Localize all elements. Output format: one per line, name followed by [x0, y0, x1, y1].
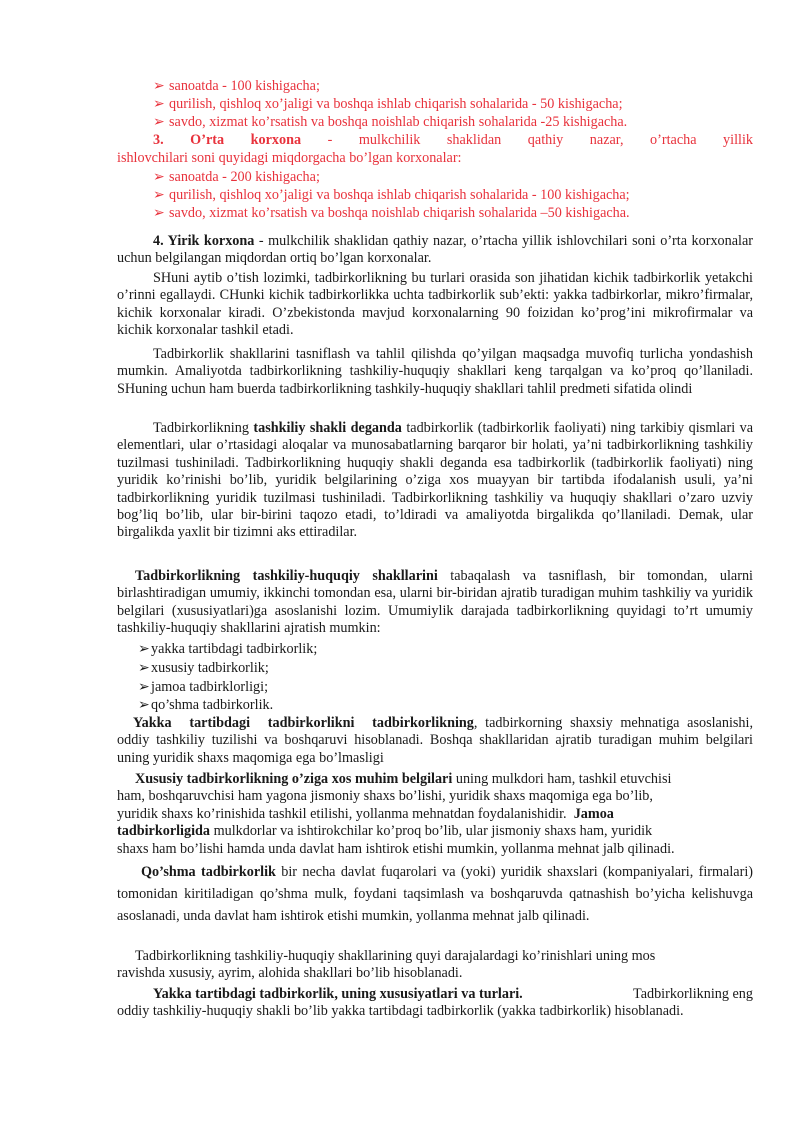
bullet-medium-3: ➢ savdo, xizmat ko’rsatish va boshqa noishlab chiqarish sohalarida –50 kishigacha. — [153, 205, 630, 221]
arrow-bullet-icon: ➢ — [153, 114, 165, 130]
forms-list-item-2: ➢xususiy tadbirkorlik; — [138, 660, 269, 676]
para-small-business: SHuni aytib o’tish lozimki, tadbirkorlikning bu turlari orasida son jihatidan kichik tadbirkorlik yetakchi o’rinni egallaydi. CHunki kichik tadbirkorlikka uchta tadbirkorlik sub’ekti: yakka tadbirkorlar, mikro’firmalar, kichik korxonalar kiradi. O’zbekistonda mavjud korxonalarning 90 foizidan ko’prog’ini mikrofirmalar va kichik korxonalar tashkil etadi. — [117, 270, 753, 339]
forms-list-item-3: ➢jamoa tadbirklorligi; — [138, 679, 269, 695]
arrow-bullet-icon: ➢ — [138, 641, 150, 657]
bullet-medium-2: ➢ qurilish, qishloq xo’jaligi va boshqa ishlab chiqarish sohalarida - 100 kishigacha; — [153, 187, 630, 203]
para-approach: Tadbirkorlik shakllarini tasniflash va tahlil qilishda qo’yilgan maqsadga muvofiq turlicha yondashish mumkin. Amaliyotda tadbirkorlikning tashkiliy-huquqiy shakllari keng tarqalgan va ko’proq qo’llaniladi. SHuning uchun ham buerda tadbirkorlikning tashkily-huquqiy shakllari tahlil predmeti sifatida olindi — [117, 346, 753, 397]
para-legal-forms: Tadbirkorlikning tashkiliy-huquqiy shakllarini tabaqalash va tasniflash, bir tomondan, ularni birlashtiradigan umumiy, ikkinchi tomondan esa, ularni bir-biridan ajratib turadigan muhim tashkiliy va yuridik belgilari (xususiyatlari)ga asoslanishi lozim. Umumiylik darajada tadbirkorlikning quyidagi to’rt umumiy tashkiliy-huquqiy shakllarini ajratish mumkin: — [117, 568, 753, 637]
bullet-small-1: ➢ sanoatda - 100 kishigacha; — [153, 78, 320, 94]
para-organizational-form: Tadbirkorlikning tashkiliy shakli deganda tadbirkorlik (tadbirkorlik faoliyati) ning tarkibiy qismlari va elementlari, ular o’rtasidagi aloqalar va munosabatlarning barqaror bir holati, ya’ni tadbirkorlikning tashkiliy tuzilmasi tushiniladi. Tadbirkorlikning huquqiy shakli deganda esa tadbirkorlik (tadbirkorlik faoliyati) ning yuridik ko’rinishi bo’lib, yuridik belgilarining o’ziga xos muayyan bir tartibda ifodalanish usuli, ya’ni tadbirkorlikning yuridik tuzilmasi tushiniladi. Tadbirkorlikning tashkiliy va huquqiy shakllari o’zaro uzviy bog’liq bo’lib, ular bir-birini taqozo etadi, to’ldiradi va amaliyotda birgalikda qo’llaniladi. Demak, ular birgalikda yaxlit bir tizimni aks ettiradilar. — [117, 420, 753, 541]
bullet-small-2: ➢ qurilish, qishloq xo’jaligi va boshqa ishlab chiqarish sohalarida - 50 kishigacha; — [153, 96, 623, 112]
bullet-medium-1: ➢ sanoatda - 200 kishigacha; — [153, 169, 320, 185]
para-levels: Tadbirkorlikning tashkiliy-huquqiy shakllarining quyi darajalardagi ko’rinishlari uning mos ravishda xususiy, ayrim, alohida shakllari bo’lib hisoblanadi. — [117, 948, 656, 982]
arrow-bullet-icon: ➢ — [153, 96, 165, 112]
para-joint: Qo’shma tadbirkorlik bir necha davlat fuqarolari va (yoki) yuridik shaxslari (kompaniyalari, firmalari) tomonidan kiritiladigan qo’shma mulk, foydani taqsimlash va boshqaruvda qatnashish bo’yicha kelishuvga asoslanadi, unda davlat ham ishtirok etishi mumkin, yollanma mehnat jalb qilinadi. — [117, 864, 753, 924]
arrow-bullet-icon: ➢ — [138, 697, 150, 713]
arrow-bullet-icon: ➢ — [153, 169, 165, 185]
para-large-enterprise: 4. Yirik korxona - mulkchilik shaklidan qathiy nazar, o’rtacha yillik ishlovchilari soni o’rta korxonalar uchun belgilangan miqdordan ortiq bo’lgan korxonalar. — [117, 233, 753, 267]
arrow-bullet-icon: ➢ — [138, 660, 150, 676]
forms-list-item-4: ➢qo’shma tadbirkorlik. — [138, 697, 274, 713]
arrow-bullet-icon: ➢ — [138, 679, 150, 695]
section-heading: Yakka tartibdagi tadbirkorlik, uning xususiyatlari va turlari. — [153, 986, 523, 1002]
medium-text-line2: ishlovchilari soni quyidagi miqdorgacha bo’lgan korxonalar: — [117, 150, 462, 166]
arrow-bullet-icon: ➢ — [153, 78, 165, 94]
para-individual: Yakka tartibdagi tadbirkorlikni tadbirkorlikning, tadbirkorning shaxsiy mehnatiga asoslanishi, oddiy tashkiliy tuzilishi va boshqaruvi hisoblanadi. Boshqa shakllaridan ajratib turadigan muhim belgilari uning yuridik shaxs maqomiga ega bo’lmasligi — [117, 715, 753, 766]
bullet-small-3: ➢ savdo, xizmat ko’rsatish va boshqa noishlab chiqarish sohalarida -25 kishigacha. — [153, 114, 628, 130]
arrow-bullet-icon: ➢ — [153, 187, 165, 203]
para-private: Xususiy tadbirkorlikning o’ziga xos muhim belgilari uning mulkdori ham, tashkil etuvchisi ham, boshqaruvchisi ham yagona jismoniy shaxs bo’lishi, yuridik shaxs maqomiga ega bo’lib, yuridik shaxs ko’rinishida tashkil etilishi, yollanma mehnatdan foydalanishidir. Jamoa tadbirkorligida mulkdorlar va ishtirokchilar ko’proq bo’lib, ular jismoniy shaxs ham, yuridik shaxs ham bo’lishi hamda unda davlat ham ishtirok etishi mumkin, yollanma mehnat jalb qilinadi. — [117, 771, 675, 857]
medium-heading-line: 3. O’rta korxona - mulkchilik shaklidan qathiy nazar, o’rtacha yillik — [153, 132, 753, 148]
para-final: Yakka tartibdagi tadbirkorlik, uning xususiyatlari va turlari. Tadbirkorlikning eng oddiy tashkiliy-huquqiy shakli bo’lib yakka tartibdagi tadbirkorlik (yakka tadbirkorlik) hisoblanadi. — [117, 986, 753, 1020]
arrow-bullet-icon: ➢ — [153, 205, 165, 221]
forms-list-item-1: ➢yakka tartibdagi tadbirkorlik; — [138, 641, 318, 657]
